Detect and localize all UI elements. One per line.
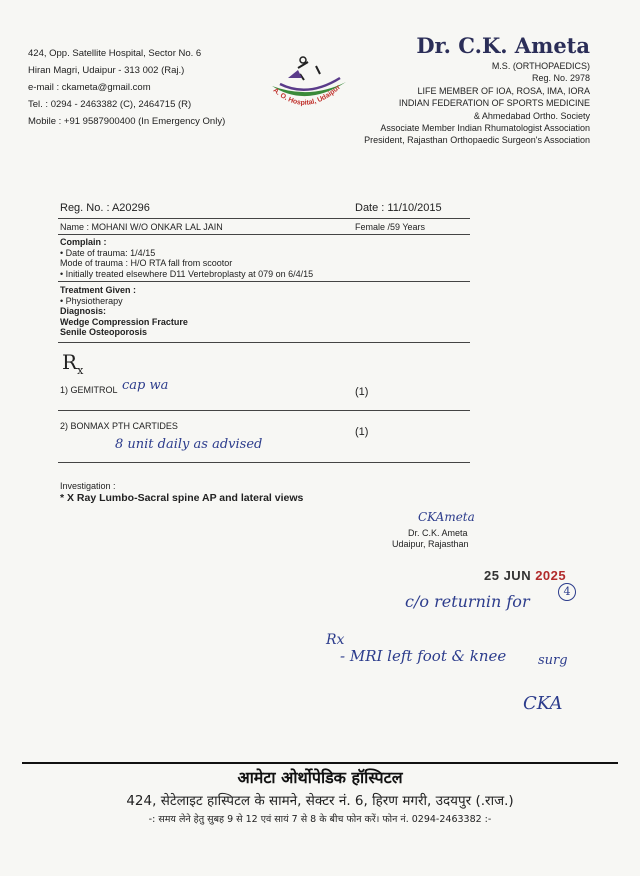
signature-handwriting: CKAmeta — [418, 510, 475, 524]
logo-text: A. O. Hospital, Udaipur — [271, 83, 342, 107]
mobile-line: Mobile : +91 9587900400 (In Emergency Only) — [28, 116, 226, 127]
qualifications-block — [364, 60, 590, 147]
qualification-line: M.S. (ORTHOPAEDICS) — [491, 61, 590, 71]
address-line: 424, Opp. Satellite Hospital, Sector No. 6 — [28, 48, 202, 59]
footer-hospital-name: आमेटा ओर्थोपेडिक हॉस्पिटल — [237, 768, 403, 787]
footer-divider — [22, 762, 618, 764]
footer-address: 424, सेटेलाइट हास्पिटल के सामने, सेक्टर नं. 6, हिरण मगरी, उदयपुर (.राज.) — [126, 793, 514, 809]
date-stamp: 25 JUN 2025 — [484, 568, 567, 583]
visit-date: Date : 11/10/2015 — [355, 202, 442, 214]
treatment-section — [60, 285, 188, 338]
signature-place: Udaipur, Rajasthan — [392, 539, 469, 549]
rx-item-1-handwriting: cap wa — [122, 378, 169, 393]
followup-rx-mark: Rx — [326, 632, 345, 648]
rx-symbol: $R_x$ — [62, 350, 84, 377]
phone-line: Tel. : 0294 - 2463382 (C), 2464715 (R) — [28, 99, 192, 110]
complain-line: • Date of trauma: 1/4/15 — [60, 247, 156, 258]
patient-gender-age: Female /59 Years — [355, 222, 426, 232]
reg-number: Reg. No. : A20296 — [60, 202, 150, 214]
treatment-heading: Treatment Given : — [60, 285, 137, 295]
followup-surg-note: surg — [538, 653, 568, 668]
rx-item-1-label: 1) GEMITROL — [60, 385, 118, 395]
qualification-line: INDIAN FEDERATION OF SPORTS MEDICINE — [398, 98, 590, 109]
patient-name: Name : MOHANI W/O ONKAR LAL JAIN — [60, 222, 223, 232]
complain-heading: Complain : — [60, 237, 107, 247]
qualification-line: President, Rajasthan Orthopaedic Surgeon's Association — [364, 135, 590, 146]
divider — [58, 234, 470, 235]
divider — [58, 281, 470, 282]
complain-line: • Initially treated elsewhere D11 Vertebroplasty at 079 on 6/4/15 — [60, 268, 314, 279]
qualification-line: Associate Member Indian Rhumatologist Association — [380, 123, 590, 134]
rx-item-2-handwriting: 8 unit daily as advised — [115, 437, 263, 452]
complain-line: Mode of trauma : H/O RTA fall from scootor — [60, 258, 233, 268]
followup-circled-number: 4 — [558, 583, 576, 601]
rx-item-2-label: 2) BONMAX PTH CARTIDES — [60, 421, 178, 431]
rx-item-1-qty: (1) — [355, 386, 369, 398]
rx-item-2-qty: (1) — [355, 426, 369, 438]
email-line: e-mail : ckameta@gmail.com — [28, 82, 151, 93]
signature-name: Dr. C.K. Ameta — [408, 528, 468, 538]
divider — [58, 462, 470, 463]
doctor-name: Dr. C.K. Ameta — [416, 33, 590, 58]
qualification-line: Reg. No. 2978 — [531, 73, 590, 84]
divider — [58, 218, 470, 219]
treatment-line: • Physiotherapy — [60, 295, 123, 306]
clinic-address-block — [28, 45, 225, 130]
divider — [58, 342, 470, 343]
followup-mri-note: - MRI left foot & knee — [340, 647, 507, 665]
footer-timing: -: समय लेने हेतु सुबह 9 से 12 एवं सायं 7 से 8 के बीच फोन करें। फोन नं. 0294-2463382 :- — [148, 814, 492, 825]
investigation-heading: Investigation : — [60, 481, 116, 491]
divider — [58, 410, 470, 411]
investigation-text: * X Ray Lumbo-Sacral spine AP and lateral views — [60, 492, 304, 504]
followup-initials: CKA — [523, 693, 563, 714]
diagnosis-line: Senile Osteoporosis — [60, 327, 148, 337]
complain-section — [60, 237, 313, 279]
diagnosis-heading: Diagnosis: — [60, 306, 107, 316]
qualification-line: & Ahmedabad Ortho. Society — [473, 110, 590, 121]
diagnosis-line: Wedge Compression Fracture — [60, 316, 188, 327]
followup-note: c/o returnin for — [405, 592, 530, 611]
hospital-logo — [258, 48, 358, 118]
address-line: Hiran Magri, Udaipur - 313 002 (Raj.) — [28, 65, 185, 76]
qualification-line: LIFE MEMBER OF IOA, ROSA, IMA, IORA — [417, 85, 590, 96]
